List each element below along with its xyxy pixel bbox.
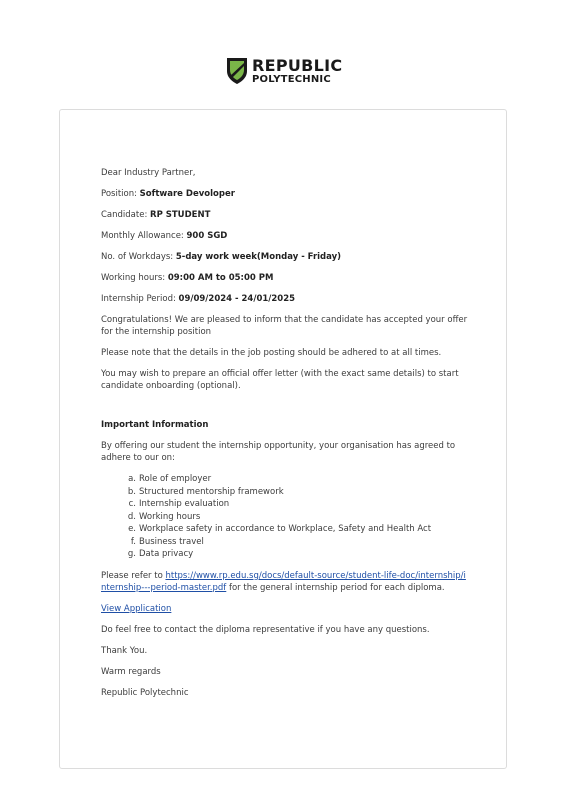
letter-content <box>101 167 471 708</box>
period-value: 09/09/2024 - 24/01/2025 <box>178 294 296 304</box>
logo-wordmark <box>252 55 343 85</box>
workdays-label: No. of Workdays: <box>101 252 174 262</box>
hours-value: 09:00 AM to 05:00 PM <box>167 273 274 283</box>
list-item <box>127 498 471 511</box>
candidate-value: RP STUDENT <box>150 210 211 220</box>
republic-polytechnic-logo <box>226 56 342 86</box>
regards-text: Warm regards <box>101 666 161 677</box>
important-intro: By offering our student the internship opportunity, your organisation has agreed to adhere to our on: <box>101 441 456 463</box>
refer-prefix: Please refer to <box>101 570 163 581</box>
list-item-text: Internship evaluation <box>139 499 230 509</box>
important-list <box>101 473 471 561</box>
contact-note: Do feel free to contact the diploma representative if you have any questions. <box>101 624 430 635</box>
list-item-text: Data privacy <box>139 549 194 559</box>
logo-line-republic: REPUBLIC <box>252 55 343 75</box>
list-marker: d. <box>127 511 136 522</box>
refer-paragraph <box>101 570 471 594</box>
period-row <box>101 293 471 305</box>
signature-text: Republic Polytechnic <box>101 687 189 698</box>
view-application-row <box>101 603 471 615</box>
hours-row <box>101 272 471 284</box>
list-item <box>127 536 471 549</box>
list-marker: g. <box>127 549 136 559</box>
list-marker: c. <box>128 499 136 509</box>
hours-label: Working hours: <box>101 273 166 283</box>
list-marker: a. <box>128 474 136 484</box>
allowance-row <box>101 230 471 242</box>
list-item <box>127 548 471 561</box>
prepare-note: You may wish to prepare an official offer letter (with the exact same details) to start candidate onboarding (optional). <box>101 369 459 391</box>
list-item-text: Role of employer <box>139 474 212 484</box>
logo-line-polytechnic: POLYTECHNIC <box>252 73 331 85</box>
list-marker: f. <box>130 536 136 547</box>
position-row <box>101 188 471 200</box>
shield-logo-icon <box>226 57 248 85</box>
list-item-text: Working hours <box>139 511 201 522</box>
list-marker: e. <box>128 524 136 534</box>
list-item-text: Business travel <box>139 536 204 547</box>
important-heading: Important Information <box>101 420 209 430</box>
list-item-text: Structured mentorship framework <box>139 486 284 497</box>
refer-suffix: for the general internship period for each diploma. <box>228 582 445 593</box>
list-marker: b. <box>127 486 136 497</box>
greeting: Dear Industry Partner, <box>101 168 196 178</box>
adhere-note: Please note that the details in the job posting should be adhered to at all times. <box>101 348 442 358</box>
thanks-text: Thank You. <box>101 645 148 656</box>
view-application-link[interactable]: View Application <box>101 603 172 614</box>
list-item <box>127 486 471 499</box>
workdays-value: 5-day work week(Monday - Friday) <box>175 252 342 262</box>
congratulations-text: Congratulations! We are pleased to inform that the candidate has accepted your offer for the internship position <box>101 315 468 337</box>
list-item-text: Workplace safety in accordance to Workplace, Safety and Health Act <box>139 524 432 534</box>
position-label: Position: <box>101 189 137 199</box>
allowance-value: 900 SGD <box>186 231 228 241</box>
period-label: Internship Period: <box>101 294 176 304</box>
list-item <box>127 473 471 486</box>
internship-period-link[interactable]: https://www.rp.edu.sg/docs/default-source/student-life-doc/internship/internship---period-master.pdf <box>101 570 466 593</box>
position-value: Software Devoloper <box>139 189 235 199</box>
workdays-row <box>101 251 471 263</box>
allowance-label: Monthly Allowance: <box>101 231 184 241</box>
list-item <box>127 511 471 524</box>
candidate-label: Candidate: <box>101 210 148 220</box>
list-item <box>127 523 471 536</box>
candidate-row <box>101 209 471 221</box>
